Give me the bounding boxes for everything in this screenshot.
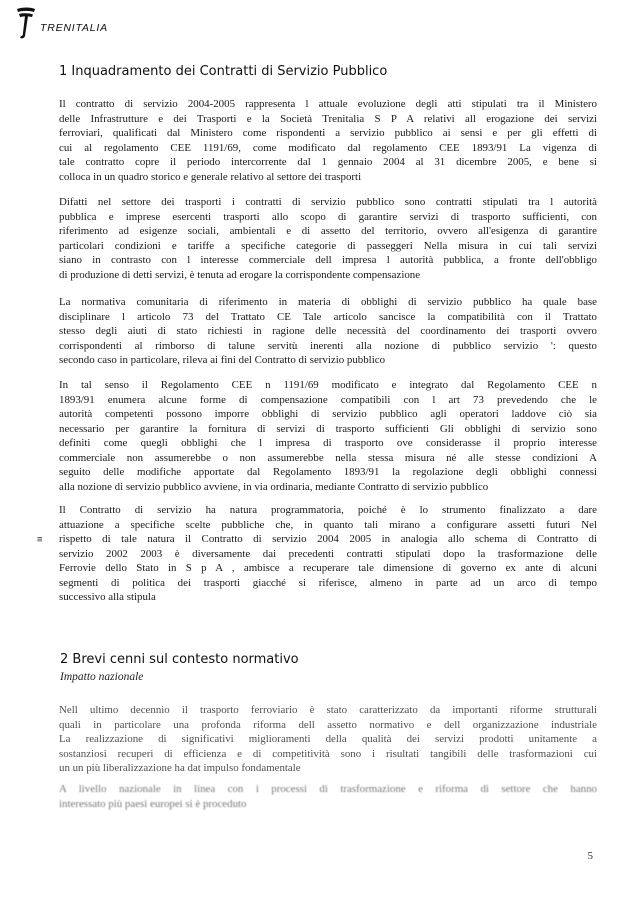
text-line: In tal senso il Regolamento CEE n 1191/69 modificato e integrato dal Regolamento CEE n [59,379,597,391]
paragraph-2 [59,195,597,282]
section-1-heading: 1 Inquadramento dei Contratti di Servizio Pubblico [59,64,388,79]
trenitalia-logo [14,6,108,40]
paragraph-3 [59,295,597,368]
text-line: pubblica e imprese esercenti trasporti allo scopo di garantire servizi di trasporto sufficienti, con [59,210,597,223]
text-line: Il Contratto di servizio ha natura programmatoria, poiché è lo strumento finalizzato a dare [59,504,597,516]
section-2-heading: 2 Brevi cenni sul contesto normativo [60,652,299,667]
text-line: colloca in un quadro storico e generale relativo al settore dei trasporti [59,170,362,183]
text-line: A livello nazionale in linea con i processi di trasformazione e riforma di settore che hanno [59,783,597,795]
text-line: Nell ultimo decennio il trasporto ferroviario è stato caratterizzato da importanti riforme strutturali [59,704,597,716]
text-line: quali in particolare una profonda riforma dell assetto normativo e dell organizzazione industriale [59,718,597,731]
paragraph-6 [59,703,597,776]
paragraph-7 [59,782,597,811]
text-line: seguito delle modifiche apportate dal Regolamento 1893/91 la regolazione degli obblighi connessi [59,466,597,478]
text-line: La normativa comunitaria di riferimento in materia di obblighi di servizio pubblico ha quale base [59,296,597,308]
text-line: secondo caso in particolare, rileva ai fini del Contratto di servizio pubblico [59,354,386,366]
text-line: Il contratto di servizio 2004-2005 rappresenta l attuale evoluzione degli atti stipulati tra il Ministero [59,98,597,110]
text-line: 1893/91 enumera alcune forme di compensazione compatibili con l art 73 prevedendo che le [59,393,597,406]
brand-name: TRENITALIA [40,22,108,34]
text-line: segmenti di politica dei trasporti giacché si riferisce, almeno in parte ad un arco di tempo [59,576,597,589]
text-line: sostanziosi recuperi di efficienza e di competitività sono i risultati tangibili delle trasformazioni cui [59,747,597,760]
paragraph-5 [59,503,597,605]
section-2-subheading: Impatto nazionale [60,671,144,683]
text-line: autorità competenti possono imporre obblighi di servizio pubblico agli operatori laddove ciò sia [59,408,597,420]
text-line: attuazione a specifiche scelte pubbliche che, in quanto tali mirano a configurare assetti futuri Nel [59,518,597,531]
trenitalia-logo-icon [14,6,36,40]
text-line: Ferrovie dello Stato in S p A , ambisce a recuperare tale dimensione di governo ex ante di alcuni [59,562,597,574]
text-line: siano in contrasto con l interesse commerciale dell impresa l autorità pubblica, a fronte dell'obbligo [59,254,597,266]
text-line: delle Infrastrutture e dei Trasporti e la Società Trenitalia S P A relativi all erogazione dei servizi [59,112,597,125]
text-line: alla nozione di servizio pubblico avviene, in via ordinaria, mediante Contratto di servizio pubblico [59,480,489,493]
text-line: un un più liberalizzazione ha dat impulso fondamentale [59,762,301,774]
paragraph-1 [59,97,597,184]
text-line: interessato più paesi europei si è proceduto [59,797,247,810]
text-line: La realizzazione di significativi miglioramenti della qualità dei servizi prodotti unitamente a [59,733,597,745]
text-line: particolari condizioni e tariffe a specifiche categorie di passeggeri Nella misura in cui tali servizi [59,239,597,252]
text-line: di produzione di detti servizi, è tenuta ad erogare la corrispondente compensazione [59,268,421,281]
paragraph-4 [59,378,597,494]
text-line: successivo alla stipula [59,591,156,603]
text-line: cui al regolamento CEE 1191/69, come modificato dal regolamento CEE 1893/91 La vigenza di [59,141,597,154]
text-line: necessario per garantire la fornitura di servizi di trasporto sufficienti Gli obblighi di servizio sono [59,422,597,435]
text-line: ferroviari, qualificati dal Ministero come rispondenti a servizio pubblico ai sensi e per gli effetti di [59,127,597,139]
text-line: rispetto di tale natura il Contratto di servizio 2004 2005 in analogia allo schema di Contratto di [59,533,597,545]
text-line: tale contratto copre il periodo intercorrente dal 1 gennaio 2004 al 31 dicembre 2005, e bene si [59,156,597,168]
text-line: definiti come quegli obblighi che l impresa di trasporto ove considerasse il proprio interesse [59,437,597,449]
text-line: servizio 2002 2003 è diversamente dai precedenti contratti stipulati dopo la trasformazione delle [59,547,597,560]
margin-mark: ≡ [37,535,43,545]
text-line: corrispondenti al rimborso di talune servitù inerenti alla nozione di pubblico servizio ': questo [59,339,597,352]
text-line: disciplinare l articolo 73 del Trattato CE Tale articolo sancisce la compatibilità con il Trattato [59,310,597,323]
text-line: commerciale non assumerebbe o non assumerebbe nella stessa misura né alle stesse condizioni A [59,451,597,464]
text-line: Difatti nel settore dei trasporti i contratti di servizio pubblico sono contratti stipulati tra l autorità [59,196,597,208]
page-number: 5 [587,850,593,862]
text-line: riferimento ad esigenze sociali, ambientali e di assetto del territorio, ovvero all'esigenza di garantire [59,225,597,237]
text-line: stesso degli aiuti di stato richiesti in ragione delle necessità del coordinamento dei trasporti ovvero [59,325,597,337]
